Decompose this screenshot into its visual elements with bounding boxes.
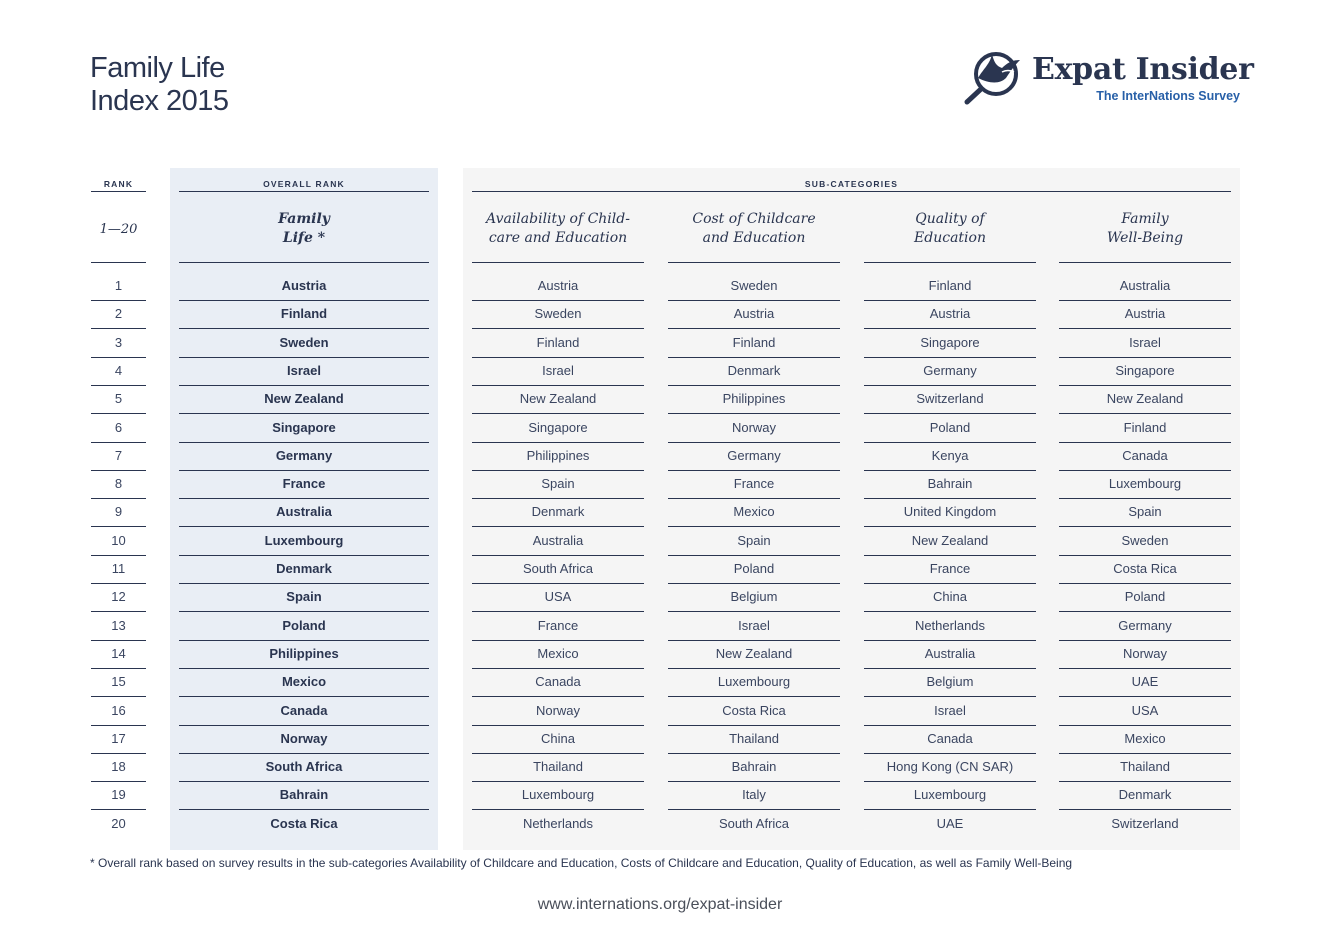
table-cell-quality: Bahrain bbox=[927, 476, 973, 491]
heading-line: Family bbox=[1121, 211, 1169, 227]
table-cell-overall: Spain bbox=[286, 589, 322, 604]
heading-rule bbox=[864, 262, 1036, 263]
heading-line: Quality of bbox=[915, 211, 985, 227]
table-cell-overall: Finland bbox=[280, 306, 328, 321]
table-cell-cost: Finland bbox=[732, 335, 776, 350]
table-cell-rank: 3 bbox=[114, 335, 123, 350]
table-cell-cost: Denmark bbox=[727, 363, 781, 378]
table-cell-rank: 8 bbox=[114, 476, 123, 491]
table-cell-cost: Belgium bbox=[730, 589, 778, 604]
table-cell-overall: Israel bbox=[287, 363, 321, 378]
table-cell-quality: UAE bbox=[936, 816, 964, 831]
table-cell-availability: Israel bbox=[542, 363, 574, 378]
heading-line: Cost of Childcare bbox=[692, 211, 816, 227]
table-cell-wellbeing: Spain bbox=[1128, 504, 1162, 519]
table-cell-wellbeing: Mexico bbox=[1124, 731, 1166, 746]
table-cell-rank: 14 bbox=[111, 646, 126, 661]
logo-subtitle: The InterNations Survey bbox=[1096, 89, 1240, 103]
heading-line: Availability of Child- bbox=[486, 211, 630, 227]
table-cell-availability: New Zealand bbox=[519, 391, 597, 406]
heading-line: Well-Being bbox=[1106, 230, 1184, 246]
heading-line: care and Education bbox=[488, 230, 628, 246]
table-cell-availability: Luxembourg bbox=[521, 787, 595, 802]
table-cell-rank: 15 bbox=[111, 674, 126, 689]
table-cell-cost: Luxembourg bbox=[717, 674, 791, 689]
table-cell-cost: Germany bbox=[727, 448, 781, 463]
table-cell-quality: Finland bbox=[928, 278, 972, 293]
table-cell-quality: France bbox=[929, 561, 971, 576]
table-cell-overall: Norway bbox=[280, 731, 328, 746]
table-cell-availability: Netherlands bbox=[522, 816, 594, 831]
table-cell-cost: Spain bbox=[737, 533, 771, 548]
table-cell-availability: Philippines bbox=[526, 448, 590, 463]
table-cell-cost: Thailand bbox=[729, 731, 779, 746]
table-cell-availability: Norway bbox=[535, 703, 581, 718]
table-cell-wellbeing: UAE bbox=[1131, 674, 1159, 689]
table-cell-availability: Mexico bbox=[537, 646, 579, 661]
table-cell-wellbeing: Australia bbox=[1119, 278, 1171, 293]
table-cell-rank: 9 bbox=[114, 504, 123, 519]
heading-rule bbox=[179, 262, 429, 263]
column-heading-quality bbox=[864, 210, 1036, 250]
table-cell-overall: Austria bbox=[281, 278, 327, 293]
rank-range: 1—20 bbox=[99, 222, 138, 237]
table-cell-wellbeing: Sweden bbox=[1121, 533, 1169, 548]
table-cell-wellbeing: Canada bbox=[1122, 448, 1168, 463]
table-cell-rank: 13 bbox=[111, 618, 126, 633]
heading-line: Family bbox=[278, 211, 330, 227]
table-cell-rank: 6 bbox=[114, 420, 123, 435]
table-cell-overall: Sweden bbox=[279, 335, 329, 350]
table-cell-rank: 10 bbox=[111, 533, 126, 548]
column-heading-wellbeing bbox=[1059, 210, 1231, 250]
heading-line: Life * bbox=[282, 230, 326, 246]
table-cell-cost: Costa Rica bbox=[722, 703, 786, 718]
table-cell-availability: Canada bbox=[535, 674, 581, 689]
title-line-2: Index 2015 bbox=[90, 85, 229, 117]
table-cell-wellbeing: Costa Rica bbox=[1113, 561, 1177, 576]
table-cell-availability: Singapore bbox=[528, 420, 588, 435]
table-cell-cost: Poland bbox=[733, 561, 775, 576]
table-cell-availability: Thailand bbox=[533, 759, 583, 774]
table-cell-quality: Singapore bbox=[920, 335, 980, 350]
table-cell-overall: Denmark bbox=[276, 561, 332, 576]
table-cell-wellbeing: Poland bbox=[1124, 589, 1166, 604]
table-cell-rank: 20 bbox=[111, 816, 126, 831]
table-cell-cost: New Zealand bbox=[715, 646, 793, 661]
table-cell-quality: Luxembourg bbox=[913, 787, 987, 802]
table-cell-rank: 16 bbox=[111, 703, 126, 718]
table-cell-overall: Poland bbox=[282, 618, 326, 633]
table-cell-availability: China bbox=[541, 731, 575, 746]
table-cell-overall: Canada bbox=[280, 703, 328, 718]
heading-rule bbox=[668, 262, 840, 263]
table-cell-wellbeing: USA bbox=[1131, 703, 1159, 718]
table-cell-wellbeing: Germany bbox=[1118, 618, 1172, 633]
rank-header: RANK bbox=[103, 179, 134, 189]
table-cell-cost: Austria bbox=[733, 306, 775, 321]
table-cell-overall: Singapore bbox=[272, 420, 336, 435]
table-cell-wellbeing: Norway bbox=[1122, 646, 1168, 661]
table-cell-cost: Sweden bbox=[730, 278, 778, 293]
heading-line: Education bbox=[914, 230, 986, 246]
sub-categories-header: SUB-CATEGORIES bbox=[804, 179, 899, 189]
table-cell-quality: Kenya bbox=[931, 448, 969, 463]
table-cell-availability: France bbox=[537, 618, 579, 633]
website-url: www.internations.org/expat-insider bbox=[537, 896, 783, 913]
table-cell-cost: France bbox=[733, 476, 775, 491]
table-cell-cost: Italy bbox=[742, 787, 766, 802]
rank-header-rule bbox=[91, 191, 146, 192]
table-cell-cost: Philippines bbox=[722, 391, 786, 406]
table-cell-overall: Mexico bbox=[281, 674, 327, 689]
table-cell-availability: South Africa bbox=[522, 561, 594, 576]
table-cell-overall: Australia bbox=[276, 504, 332, 519]
heading-rule bbox=[1059, 262, 1231, 263]
table-cell-quality: Austria bbox=[929, 306, 971, 321]
table-cell-overall: Germany bbox=[275, 448, 333, 463]
table-cell-quality: New Zealand bbox=[911, 533, 989, 548]
table-cell-wellbeing: Singapore bbox=[1115, 363, 1175, 378]
table-cell-availability: Australia bbox=[532, 533, 584, 548]
table-cell-cost: Bahrain bbox=[731, 759, 777, 774]
table-cell-wellbeing: Israel bbox=[1129, 335, 1161, 350]
table-cell-quality: Germany bbox=[923, 363, 977, 378]
table-cell-availability: Austria bbox=[537, 278, 579, 293]
table-cell-rank: 4 bbox=[114, 363, 123, 378]
table-cell-cost: Israel bbox=[738, 618, 770, 633]
table-cell-rank: 2 bbox=[114, 306, 123, 321]
table-cell-availability: Sweden bbox=[534, 306, 582, 321]
table-cell-quality: Belgium bbox=[926, 674, 974, 689]
column-heading-family-life bbox=[179, 210, 429, 250]
column-heading-cost bbox=[668, 210, 840, 250]
expat-insider-logo bbox=[962, 48, 1254, 106]
table-cell-wellbeing: Denmark bbox=[1118, 787, 1172, 802]
table-cell-overall: New Zealand bbox=[264, 391, 344, 406]
table-cell-rank: 1 bbox=[114, 278, 123, 293]
table-cell-rank: 12 bbox=[111, 589, 126, 604]
table-cell-overall: Bahrain bbox=[279, 787, 329, 802]
table-cell-quality: Australia bbox=[924, 646, 976, 661]
table-cell-quality: Canada bbox=[927, 731, 973, 746]
table-cell-quality: Hong Kong (CN SAR) bbox=[886, 759, 1014, 774]
table-cell-overall: Costa Rica bbox=[270, 816, 338, 831]
table-cell-wellbeing: Finland bbox=[1123, 420, 1167, 435]
table-cell-quality: Netherlands bbox=[914, 618, 986, 633]
table-cell-availability: Finland bbox=[536, 335, 580, 350]
table-cell-rank: 18 bbox=[111, 759, 126, 774]
table-cell-wellbeing: Luxembourg bbox=[1108, 476, 1182, 491]
table-cell-wellbeing: Switzerland bbox=[1111, 816, 1179, 831]
table-cell-rank: 7 bbox=[114, 448, 123, 463]
table-cell-cost: Norway bbox=[731, 420, 777, 435]
table-cell-cost: South Africa bbox=[718, 816, 790, 831]
title-line-1: Family Life bbox=[90, 52, 225, 84]
table-cell-wellbeing: New Zealand bbox=[1106, 391, 1184, 406]
table-cell-rank: 17 bbox=[111, 731, 126, 746]
logo-name: Expat Insider bbox=[1032, 52, 1254, 87]
table-cell-quality: China bbox=[933, 589, 967, 604]
table-cell-overall: Philippines bbox=[269, 646, 339, 661]
table-cell-cost: Mexico bbox=[733, 504, 775, 519]
table-cell-quality: Switzerland bbox=[916, 391, 984, 406]
heading-rule bbox=[91, 262, 146, 263]
footnote: * Overall rank based on survey results in the sub-categories Availability of Childcare and Education, Costs of Childcare and Education, Quality of Education, as well as Family Well-Being bbox=[90, 856, 1073, 870]
sub-categories-header-rule bbox=[472, 191, 1231, 192]
table-cell-availability: Denmark bbox=[531, 504, 585, 519]
table-cell-quality: Israel bbox=[934, 703, 966, 718]
table-cell-overall: France bbox=[282, 476, 326, 491]
table-cell-quality: Poland bbox=[929, 420, 971, 435]
table-cell-overall: Luxembourg bbox=[264, 533, 344, 548]
table-cell-wellbeing: Austria bbox=[1124, 306, 1166, 321]
column-heading-availability bbox=[472, 210, 644, 250]
table-cell-availability: Spain bbox=[541, 476, 575, 491]
table-cell-rank: 19 bbox=[111, 787, 126, 802]
overall-rank-header: OVERALL RANK bbox=[263, 179, 345, 189]
table-cell-wellbeing: Thailand bbox=[1120, 759, 1170, 774]
table-cell-overall: South Africa bbox=[265, 759, 343, 774]
heading-line: and Education bbox=[702, 230, 806, 246]
table-cell-quality: United Kingdom bbox=[903, 504, 997, 519]
table-cell-rank: 11 bbox=[111, 561, 126, 576]
table-cell-rank: 5 bbox=[114, 391, 123, 406]
table-cell-availability: USA bbox=[544, 589, 572, 604]
heading-rule bbox=[472, 262, 644, 263]
page-title bbox=[90, 52, 229, 118]
overall-header-rule bbox=[179, 191, 429, 192]
magnifier-bird-icon bbox=[962, 48, 1024, 106]
